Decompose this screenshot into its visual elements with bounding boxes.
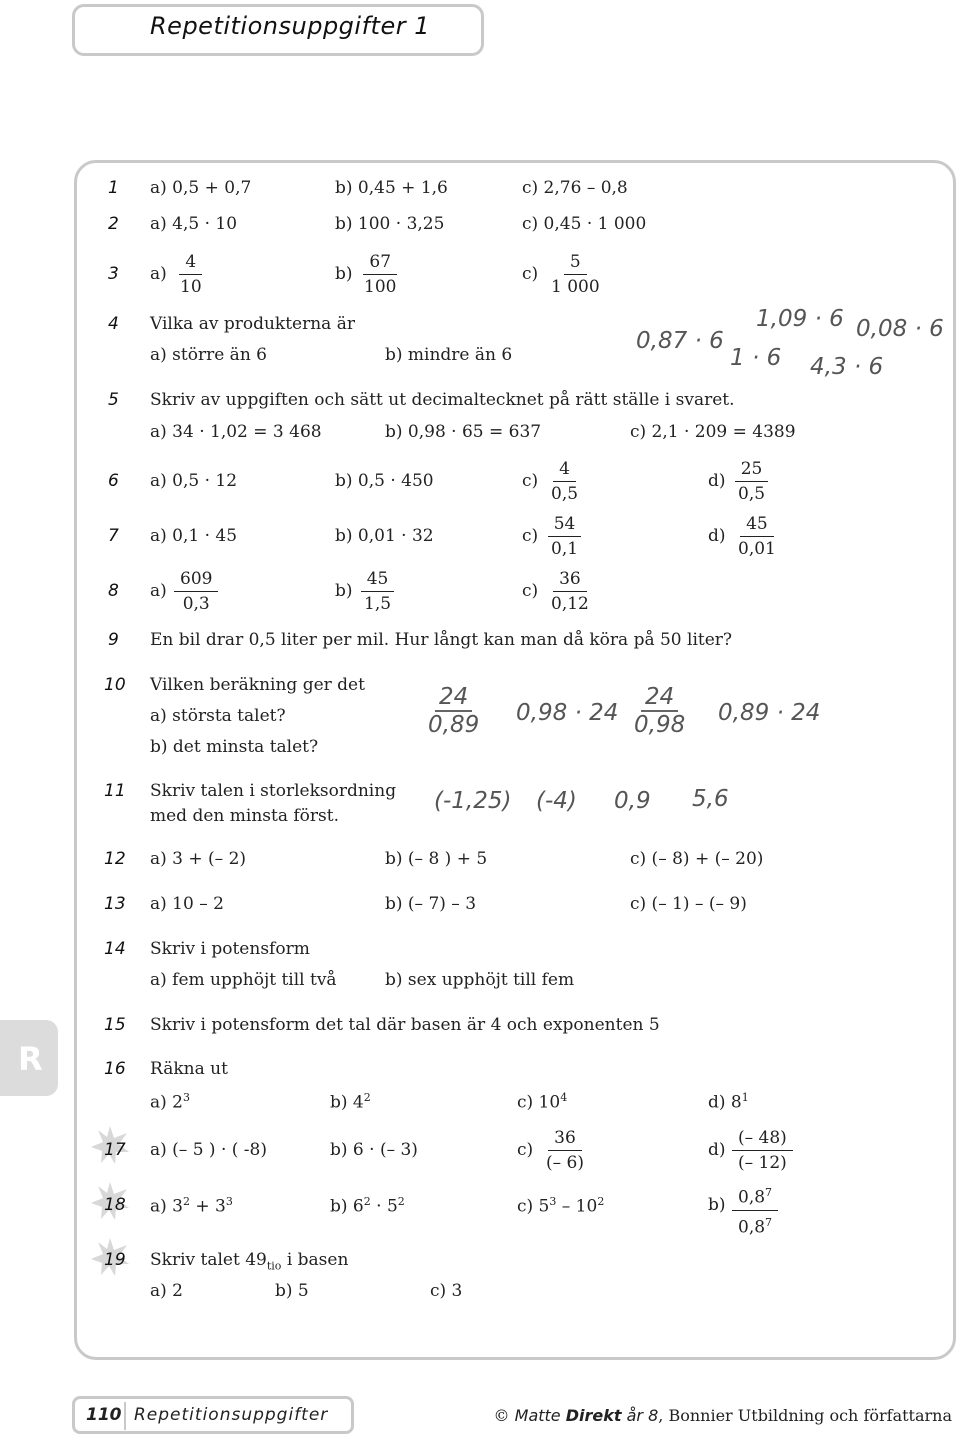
- problem-3b-label: b): [335, 264, 353, 284]
- intro-text: Skriv talet 49: [150, 1250, 267, 1270]
- term: + 3: [190, 1196, 226, 1217]
- denominator: 1,5: [364, 594, 392, 614]
- exponent: 3: [183, 1091, 190, 1104]
- problem-5c: c) 2,1 · 209 = 4389: [630, 422, 796, 442]
- problem-17b: b) 6 · (– 3): [330, 1140, 418, 1160]
- problem-number: 13: [104, 894, 126, 914]
- exponent: 2: [363, 1091, 371, 1104]
- problem-8a-label: a): [150, 581, 167, 601]
- page-number: 110: [86, 1405, 122, 1425]
- problem-7c-label: c): [522, 526, 539, 546]
- base: c) 10: [517, 1092, 561, 1113]
- numerator: 25: [735, 459, 769, 482]
- handwritten-number: 5,6: [692, 786, 729, 812]
- handwritten-product: 1 · 6: [730, 345, 782, 371]
- numerator: 36: [553, 569, 587, 592]
- problem-number: 11: [104, 781, 126, 801]
- exponent: 2: [363, 1195, 371, 1208]
- problem-number: 7: [108, 526, 119, 546]
- exponent: 2: [397, 1195, 405, 1208]
- problem-18a: [150, 1195, 233, 1217]
- problem-number: 18: [104, 1195, 126, 1215]
- problem-18d-fraction: [732, 1183, 778, 1237]
- denominator: 1 000: [551, 277, 600, 297]
- problem-number: 15: [104, 1015, 126, 1035]
- problem-10b: b) det minsta talet?: [150, 737, 319, 757]
- handwritten-fraction: [424, 684, 483, 738]
- numerator: [732, 1183, 778, 1211]
- numerator: 36: [548, 1128, 582, 1151]
- brand-name: Matte: [514, 1406, 561, 1425]
- problem-10-intro: Vilken beräkning ger det: [150, 675, 365, 695]
- denominator: 0,1: [551, 539, 579, 559]
- problem-5b: b) 0,98 · 65 = 637: [385, 422, 542, 442]
- publisher: , Bonnier Utbildning och författarna: [658, 1406, 952, 1425]
- numerator: 24: [435, 684, 472, 712]
- problem-8a-fraction: [174, 569, 218, 614]
- denominator: 0,12: [551, 594, 589, 614]
- problem-6d-fraction: [732, 459, 771, 504]
- problem-8b-label: b): [335, 581, 353, 601]
- problem-3a-fraction: [174, 252, 208, 297]
- handwritten-fraction: [630, 684, 689, 738]
- problem-6b: b) 0,5 · 450: [335, 471, 434, 491]
- problem-8c-label: c): [522, 581, 539, 601]
- handwritten-number: (-4): [536, 788, 577, 814]
- problem-18c: [517, 1195, 604, 1217]
- page-title: Repetitionsuppgifter 1: [150, 12, 430, 40]
- problem-9-text: En bil drar 0,5 liter per mil. Hur långt kan man då köra på 50 liter?: [150, 630, 733, 650]
- denominator: 0,01: [738, 539, 776, 559]
- problem-2a: a) 4,5 · 10: [150, 214, 238, 234]
- denominator: (– 6): [546, 1153, 584, 1173]
- base: d) 8: [708, 1092, 742, 1113]
- problem-13a: a) 10 – 2: [150, 894, 224, 914]
- exercise-box: [74, 160, 956, 1360]
- problem-number: 4: [108, 314, 119, 334]
- handwritten-product: 0,08 · 6: [856, 316, 944, 342]
- exponent: 3: [549, 1195, 557, 1208]
- problem-13c: c) (– 1) – (– 9): [630, 894, 747, 914]
- exponent: 7: [765, 1186, 773, 1199]
- base: 0,8: [738, 1187, 766, 1208]
- copyright: [494, 1406, 952, 1425]
- problem-1a: a) 0,5 + 0,7: [150, 178, 252, 198]
- handwritten-product: 1,09 · 6: [756, 306, 844, 332]
- problem-number: 19: [104, 1250, 126, 1270]
- problem-number: 10: [104, 675, 126, 695]
- denominator: 100: [364, 277, 397, 297]
- numerator: 5: [564, 252, 587, 275]
- problem-11-line1: Skriv talen i storleksordning: [150, 781, 397, 801]
- problem-19b: b) 5: [275, 1281, 309, 1301]
- denominator: 0,98: [634, 712, 686, 738]
- denominator: 0,3: [182, 594, 210, 614]
- problem-3c-fraction: [545, 252, 606, 297]
- brand-name-bold: Direkt: [565, 1406, 622, 1425]
- denominator: 0,89: [428, 712, 480, 738]
- problem-12a: a) 3 + (– 2): [150, 849, 247, 869]
- problem-17d-fraction: [732, 1128, 793, 1173]
- exponent: 4: [560, 1091, 568, 1104]
- problem-number: 12: [104, 849, 126, 869]
- numerator: 45: [740, 514, 774, 537]
- denominator: 0,5: [738, 484, 766, 504]
- problem-19-intro: [150, 1250, 348, 1272]
- numerator: 54: [548, 514, 582, 537]
- problem-17a: a) (– 5 ) · ( -8): [150, 1140, 267, 1160]
- exponent: 1: [741, 1091, 749, 1104]
- problem-7c-fraction: [545, 514, 584, 559]
- exponent: 2: [597, 1195, 605, 1208]
- base: c) 5: [517, 1196, 550, 1217]
- numerator: 67: [363, 252, 397, 275]
- handwritten-product: 0,87 · 6: [636, 328, 724, 354]
- problem-8b-fraction: [358, 569, 397, 614]
- problem-6c-label: c): [522, 471, 539, 491]
- denominator: [732, 1211, 778, 1238]
- problem-number: 3: [108, 264, 119, 284]
- problem-7a: a) 0,1 · 45: [150, 526, 238, 546]
- numerator: 24: [641, 684, 678, 712]
- problem-17c-fraction: [540, 1128, 590, 1173]
- problem-1c: c) 2,76 – 0,8: [522, 178, 628, 198]
- problem-number: 17: [104, 1140, 126, 1160]
- subscript: tio: [266, 1259, 282, 1273]
- intro-text: i basen: [281, 1250, 349, 1270]
- problem-16d: [708, 1091, 749, 1113]
- handwritten-number: 0,9: [614, 788, 651, 814]
- section-tab-letter: R: [18, 1040, 43, 1078]
- problem-6a: a) 0,5 · 12: [150, 471, 238, 491]
- problem-16c: [517, 1091, 567, 1113]
- footer-divider: [124, 1402, 126, 1430]
- problem-14-intro: Skriv i potensform: [150, 939, 310, 959]
- numerator: 4: [553, 459, 576, 482]
- problem-number: 16: [104, 1059, 126, 1079]
- section-tab: [0, 1020, 58, 1096]
- denominator: 10: [180, 277, 202, 297]
- problem-3b-fraction: [358, 252, 402, 297]
- problem-5a: a) 34 · 1,02 = 3 468: [150, 422, 322, 442]
- term: · 5: [370, 1196, 398, 1217]
- problem-12b: b) (– 8 ) + 5: [385, 849, 488, 869]
- problem-number: 9: [108, 630, 119, 650]
- base: a) 3: [150, 1196, 183, 1217]
- problem-7d-label: d): [708, 526, 726, 546]
- problem-4b: b) mindre än 6: [385, 345, 513, 365]
- problem-12c: c) (– 8) + (– 20): [630, 849, 764, 869]
- problem-3c-label: c): [522, 264, 539, 284]
- base: b) 6: [330, 1196, 364, 1217]
- problem-3a-label: a): [150, 264, 167, 284]
- exponent: 2: [183, 1195, 190, 1208]
- denominator: (– 12): [738, 1153, 787, 1173]
- numerator: 609: [174, 569, 218, 592]
- problem-15-text: Skriv i potensform det tal där basen är 4 och exponenten 5: [150, 1015, 660, 1035]
- problem-19c: c) 3: [430, 1281, 463, 1301]
- problem-number: 5: [108, 390, 119, 410]
- problem-number: 1: [108, 178, 119, 198]
- base: 0,8: [738, 1217, 766, 1238]
- problem-2c: c) 0,45 · 1 000: [522, 214, 647, 234]
- problem-14b: b) sex upphöjt till fem: [385, 970, 575, 990]
- problem-5-intro: Skriv av uppgiften och sätt ut decimaltecknet på rätt ställe i svaret.: [150, 390, 735, 410]
- term: – 10: [556, 1196, 598, 1217]
- problem-2b: b) 100 · 3,25: [335, 214, 445, 234]
- problem-13b: b) (– 7) – 3: [385, 894, 477, 914]
- problem-18b: [330, 1195, 405, 1217]
- problem-19a: a) 2: [150, 1281, 183, 1301]
- problem-16b: [330, 1091, 371, 1113]
- problem-number: 6: [108, 471, 119, 491]
- denominator: 0,5: [551, 484, 579, 504]
- handwritten-number: (-1,25): [434, 788, 512, 814]
- problem-number: 8: [108, 581, 119, 601]
- problem-1b: b) 0,45 + 1,6: [335, 178, 448, 198]
- numerator: 45: [361, 569, 395, 592]
- copyright-symbol: ©: [493, 1406, 510, 1425]
- handwritten-product: 0,89 · 24: [718, 700, 821, 726]
- problem-4-intro: Vilka av produkterna är: [150, 314, 355, 334]
- problem-14a: a) fem upphöjt till två: [150, 970, 337, 990]
- problem-6c-fraction: [545, 459, 584, 504]
- base: a) 2: [150, 1092, 183, 1113]
- problem-18d-label: b): [708, 1195, 726, 1215]
- numerator: 4: [179, 252, 202, 275]
- exponent: 7: [765, 1215, 773, 1229]
- problem-11-line2: med den minsta först.: [150, 806, 339, 826]
- problem-4a: a) större än 6: [150, 345, 267, 365]
- problem-8c-fraction: [545, 569, 595, 614]
- handwritten-product: 0,98 · 24: [516, 700, 619, 726]
- exponent: 3: [225, 1195, 233, 1208]
- problem-17d-label: d): [708, 1140, 726, 1160]
- problem-16-intro: Räkna ut: [150, 1059, 228, 1079]
- base: b) 4: [330, 1092, 364, 1113]
- problem-number: 14: [104, 939, 126, 959]
- handwritten-product: 4,3 · 6: [810, 354, 884, 380]
- problem-number: 2: [108, 214, 119, 234]
- problem-6d-label: d): [708, 471, 726, 491]
- problem-10a: a) största talet?: [150, 706, 286, 726]
- problem-16a: [150, 1091, 190, 1113]
- footer-title: Repetitionsuppgifter: [134, 1405, 329, 1425]
- brand-grade: år 8: [626, 1406, 659, 1425]
- numerator: (– 48): [732, 1128, 793, 1151]
- problem-7d-fraction: [732, 514, 782, 559]
- problem-17c-label: c): [517, 1140, 534, 1160]
- problem-7b: b) 0,01 · 32: [335, 526, 434, 546]
